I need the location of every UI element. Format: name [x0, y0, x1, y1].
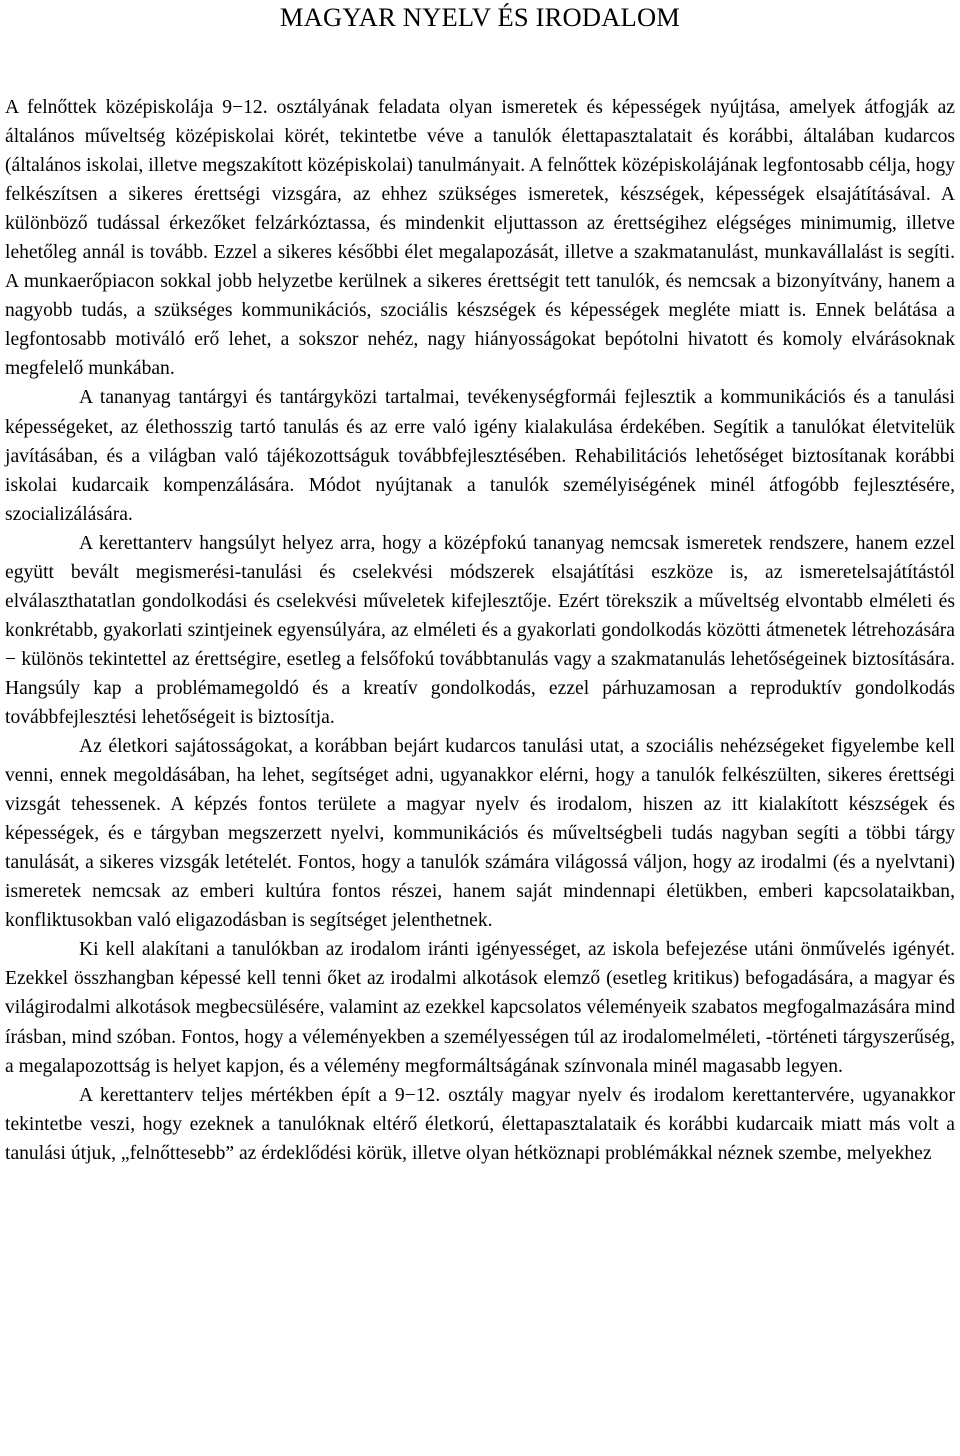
paragraph-6: A kerettanterv teljes mértékben épít a 9−12. osztály magyar nyelv és irodalom kerettantervére, ugyanakkor tekintetbe veszi, hogy ezeknek a tanulóknak eltérő életkorú, élettapasztalataik és korábbi kudarcaik miatt más volt a tanulási útjuk, „felnőttesebb” az érdeklődési körük, illetve olyan hétköznapi problémákkal néznek szembe, melyekhez [5, 1084, 955, 1164]
paragraph-3: A kerettanterv hangsúlyt helyez arra, hogy a középfokú tananyag nemcsak ismeretek rendszere, hanem ezzel együtt bevált megismerési-tanulási és cselekvési módszerek elsajátítási eszköze is, az ismeretelsajátítástól elválaszthatatlan gondolkodási és cselekvési műveletek kifejlesztője. Ezért törekszik a műveltség elvontabb elméleti és konkrétabb, gyakorlati szintjeinek egyensúlyára, az elméleti és a gyakorlati gondolkodás közötti átmenetek létrehozására − különös tekintettel az érettségire, esetleg a felsőfokú továbbtanulás vagy a szakmatanulás lehetőségeinek biztosítására. Hangsúly kap a problémamegoldó és a kreatív gondolkodás, ezzel párhuzamosan a reproduktív gondolkodás továbbfejlesztési lehetőségeit is biztosítja. [5, 532, 955, 728]
paragraph-4: Az életkori sajátosságokat, a korábban bejárt kudarcos tanulási utat, a szociális nehézségeket figyelembe kell venni, ennek megoldásában, ha lehet, segítséget adni, ugyanakkor elérni, hogy a tanulók felkészülten, sikeres érettségi vizsgát tehessenek. A képzés fontos területe a magyar nyelv és irodalom, hiszen az itt kialakított készségek és képességek, és e tárgyban megszerzett nyelvi, kommunikációs és műveltségbeli tudás nagyban segíti a többi tárgy tanulását, a sikeres vizsgák letételét. Fontos, hogy a tanulók számára világossá váljon, hogy az irodalmi (és a nyelvtani) ismeretek nemcsak az emberi kultúra fontos részei, hanem saját mindennapi életükben, emberi kapcsolataikban, konfliktusokban való eligazodásban is segítséget jelenthetnek. [5, 736, 955, 932]
paragraph-2: A tananyag tantárgyi és tantárgyközi tartalmai, tevékenységformái fejlesztik a kommunikációs és a tanulási képességeket, az élethosszig tartó tanulás és az erre való igény kialakulása érdekében. Segítik a tanulókat életvitelük javításában, és a világban való tájékozottságuk továbbfejlesztésében. Rehabilitációs lehetőséget biztosítanak korábbi iskolai kudarcaik kompenzálására. Módot nyújtanak a tanulók személyiségének minél átfogóbb fejlesztésére, szocializálására. [5, 387, 955, 525]
paragraph-5: Ki kell alakítani a tanulókban az irodalom iránti igényességet, az iskola befejezése utáni önművelés igényét. Ezekkel összhangban képessé kell tenni őket az irodalmi alkotások elemző (esetleg kritikus) befogadására, a magyar és világirodalmi alkotások megbecsülésére, valamint az ezekkel kapcsolatos véleményeik szabatos megfogalmazására mind írásban, mind szóban. Fontos, hogy a véleményekben a személyességen túl az irodalomelméleti, -történeti tárgyszerűség, a megalapozottság is helyet kapjon, és a vélemény megformáltságának színvonala minél magasabb legyen. [5, 939, 955, 1077]
page-title: MAGYAR NYELV ÉS IRODALOM [279, 2, 681, 32]
paragraph-1: A felnőttek középiskolája 9−12. osztályának feladata olyan ismeretek és képességek nyújtása, amelyek átfogják az általános műveltség középiskolai körét, tekintetbe véve a tanulók élettapasztalatait és korábbi, általában kudarcos (általános iskolai, illetve megszakított középiskolai) tanulmányait. A felnőttek középiskolájának legfontosabb célja, hogy felkészítsen a sikeres érettségi vizsgára, az ehhez szükséges ismeretek, készségek, képességek elsajátításával. A különböző tudással érkezőket felzárkóztassa, és mindenkit eljuttasson az érettségihez elégséges minimumig, illetve lehetőleg annál is tovább. Ezzel a sikeres későbbi élet megalapozását, illetve a szakmatanulást, munkavállalást is segíti. A munkaerőpiacon sokkal jobb helyzetbe kerülnek a sikeres érettségit tett tanulók, és nemcsak a bizonyítvány, hanem a nagyobb tudás, a szükséges kommunikációs, szociális készségek és képességek megléte miatt is. Ennek belátása a legfontosabb motiváló erő lehet, a sokszor nehéz, nagy hiányosságokat bepótolni hivatott és komoly elvárásoknak megfelelő munkában. [5, 97, 955, 380]
document-body [5, 93, 955, 1168]
